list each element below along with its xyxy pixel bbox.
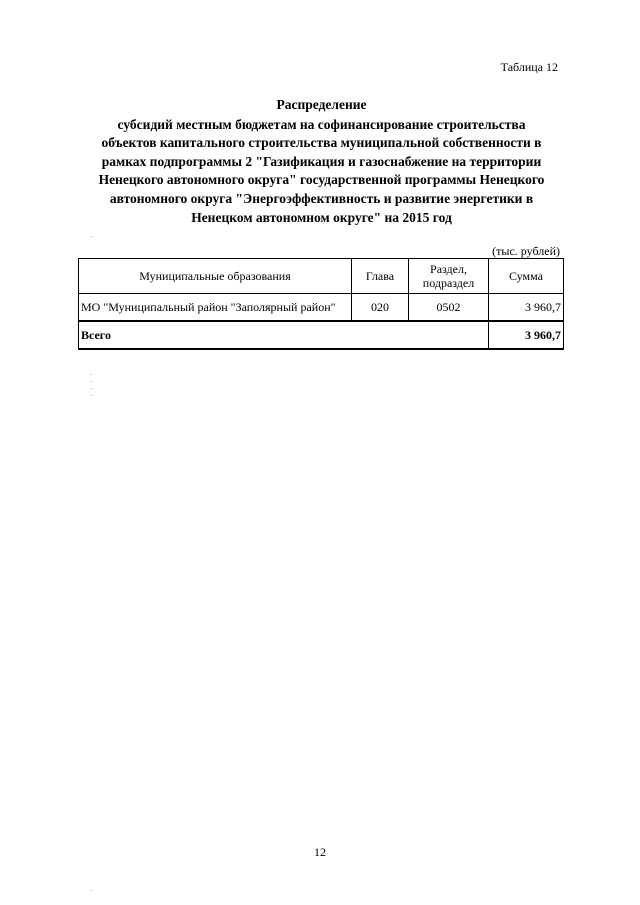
page-number: 12 (314, 845, 326, 859)
cell-municipality: МО "Муниципальный район "Заполярный район" (79, 294, 352, 322)
table-number-label: Таблица 12 (500, 60, 558, 74)
cell-razdel: 0502 (409, 294, 489, 322)
header-municipality: Муниципальные образования (79, 259, 352, 294)
header-summa: Сумма (489, 259, 564, 294)
header-glava: Глава (352, 259, 409, 294)
title-line: Ненецкого автономного округа" государственной программы Ненецкого (98, 172, 545, 188)
header-razdel (409, 259, 489, 294)
distribution-table (78, 258, 564, 350)
total-summa: 3 960,7 (489, 321, 564, 349)
title-line: рамках подпрограммы 2 "Газификация и газоснабжение на территории (101, 153, 542, 169)
title-line: Ненецком автономном округе" на 2015 год (191, 209, 452, 225)
table-row (79, 294, 564, 322)
title-line: автономного округа "Энергоэффективность и развитие энергетики в (109, 190, 534, 206)
scan-artifact (91, 374, 93, 402)
units-label: (тыс. рублей) (492, 244, 560, 258)
cell-glava: 020 (352, 294, 409, 322)
title-line: Распределение (276, 97, 367, 112)
scan-artifact (91, 890, 93, 897)
total-label: Всего (79, 321, 489, 349)
cell-summa: 3 960,7 (489, 294, 564, 322)
scan-artifact (91, 236, 93, 243)
title-line: субсидий местным бюджетам на софинансирование строительства (117, 116, 526, 132)
table-header-row (79, 259, 564, 294)
header-razdel-line: подраздел (422, 276, 475, 290)
table-total-row (79, 321, 564, 349)
title-line: объектов капитального строительства муниципальной собственности в (101, 135, 542, 151)
header-razdel-line: Раздел, (430, 262, 467, 276)
document-title (80, 96, 563, 227)
